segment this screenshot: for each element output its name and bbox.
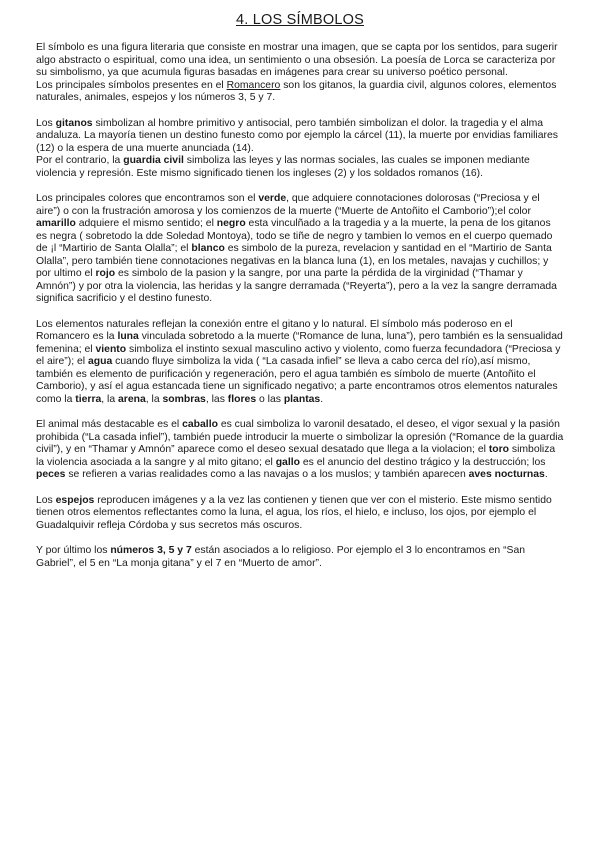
keyword-negro: negro [216,218,246,229]
page-title: 4. LOS SÍMBOLOS [236,12,364,28]
animales-paragraph: El animal más destacable es el caballo es cual simboliza lo varonil desatado, el deseo, el vigor sexual y la pasión prohibida (“La casada infiel”), también puede introducir la muerte o simbolizar la opresión (“Romance de la guardia civil”), y en “Thamar y Amnón” aparece como el deseo sexual desatado que llega a la violacion; el toro simboliza la violencia asociada a la sangre y al mito gitano; el gallo es el anuncio del destino trágico y la destrucción; los peces se refieren a varias realidades como a las navajas o a los muslos; y también aparecen aves nocturnas. [36,419,564,480]
animales-section [36,419,564,482]
keyword-sombras: sombras [162,393,206,405]
naturales-paragraph: Los elementos naturales reflejan la conexión entre el gitano y lo natural. El símbolo más poderoso en el Romancero es la luna vinculada sobretodo a la muerte (“Romance de luna, luna”), pero también es la sensualidad femenina; el viento simboliza el instinto sexual masculino activo y violento, como fuerza fecundadora (“Preciosa y el aire”); el agua cuando fluye simboliza la vida ( “La casada infiel” se lleva a cabo cerca del río),así mismo, también es elemento de purificación y regeneración, pero el agua también es símbolo de muerte (Antoñito el Camborio), y así el agua estancada tiene un significado negativo; a parte encontramos otros elementos naturales como la tierra, la arena, la sombras, las flores o las plantas. [36,318,563,405]
keyword-viento: viento [95,343,127,355]
numeros-paragraph: Y por último los números 3, 5 y 7 están asociados a lo religioso. Por ejemplo el 3 lo encontramos en “San Gabriel”, el 5 en “La monja gitana” y el 7 en “Muerto de amor”. [36,545,526,569]
espejos-paragraph: Los espejos reproducen imágenes y a la vez las contienen y tienen que ver con el misterio. Este mismo sentido tienen otros elementos reflectantes como la luna, el agua, los ríos, el hielo, e incluso, los ojos, por ejemplo el Guadalquivir refleja Córdoba y sus secretos más oscuros. [36,494,552,531]
intro-paragraph-1: El símbolo es una figura literaria que consiste en mostrar una imagen, que se capta por los sentidos, para sugerir algo abstracto o espiritual, como una idea, un sentimiento o una obsesión. La poesía de Lorca se caracteriza por su simbolismo, ya que acumula figuras basadas en imágenes para crear su universo poético personal. [36,42,558,78]
keyword-gallo: gallo [275,456,300,468]
keyword-peces: peces [36,469,66,480]
document-page [36,12,564,583]
numeros-section [36,545,564,570]
keyword-amarillo: amarillo [36,218,76,229]
intro-section [36,42,564,105]
romancero-reference: Romancero [226,79,281,91]
keyword-plantas: plantas [283,393,321,405]
keyword-gitanos: gitanos [55,117,93,129]
espejos-section [36,495,564,533]
colores-section [36,193,564,306]
keyword-toro: toro [488,444,510,455]
intro-paragraph-2: Los principales símbolos presentes en el Romancero son los gitanos, la guardia civil, algunos colores, elementos naturales, animales, espejos y los números 3, 5 y 7. [36,79,557,103]
keyword-luna: luna [117,331,139,342]
keyword-tierra: tierra [75,393,102,405]
colores-paragraph: Los principales colores que encontramos son el verde, que adquiere connotaciones dolorosas (“Preciosa y el aire”) o con la frustración amorosa y los comienzos de la muerte (“Muerte de Antoñito el Camborio”);el color amarillo adquiere el mismo sentido; el negro esta vinculñado a la tragedia y a la muerte, la pena de los gitanos es negra ( sobretodo la dde Soledad Montoya), todo se tiñe de negro y tambien lo vemos en el cuerpo quemado de ¡l “Martirio de Santa Olalla”; el blanco es simbolo de la pureza, revelacion y santidad en el “Martirio de Santa Olalla”, pero también tiene connotaciones negativas en la blanca luna (1), en los metales, navajas y cuchillos; y por ultimo el rojo es simbolo de la pasion y la sangre, por una parte la pérdida de la virginidad (“Thamar y Amnón”) y por otra la violencia, las heridas y la sangre derramada (“Reyerta”), pero a la vez la sangre derramada significa sacrificio y el destino funesto. [36,193,557,304]
guardia-civil-paragraph: Por el contrario, la guardia civil simboliza las leyes y las normas sociales, las cuales se imponen mediante violencia y represión. Este mismo significado tienen los ingleses (2) y los soldados romanos (16). [36,155,530,179]
keyword-numeros: números 3, 5 y 7 [110,545,192,556]
keyword-agua: agua [87,356,113,367]
keyword-blanco: blanco [191,243,225,254]
keyword-caballo: caballo [182,419,218,430]
keyword-verde: verde [258,193,287,204]
keyword-aves-nocturnas: aves nocturnas [468,469,545,480]
keyword-arena: arena [118,393,146,405]
gitanos-section [36,118,564,181]
keyword-guardia-civil: guardia civil [123,155,184,166]
naturales-section [36,319,564,407]
keyword-flores: flores [227,393,257,405]
keyword-rojo: rojo [95,268,116,279]
gitanos-paragraph: Los gitanos simbolizan al hombre primitivo y antisocial, pero también simbolizan el dolor. la tragedia y el alma andaluza. La mayoría tienen un destino funesto como por ejemplo la cárcel (11), la muerte por envidias familiares (12) o la espera de una muerte anunciada (14). [36,117,558,154]
keyword-espejos: espejos [55,494,95,506]
